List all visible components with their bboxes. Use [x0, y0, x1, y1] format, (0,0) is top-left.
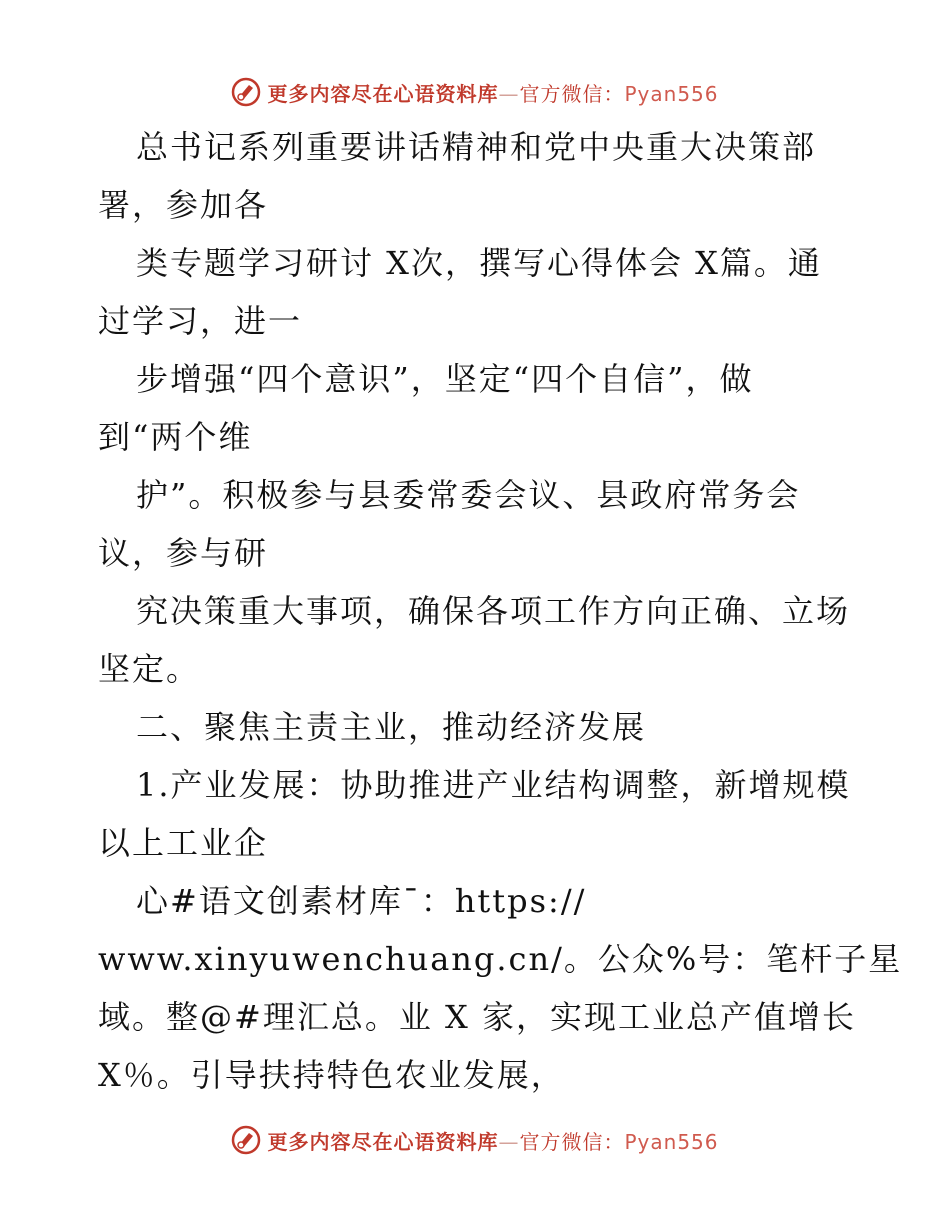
- header-banner: [0, 72, 950, 112]
- banner-main-text: 更多内容尽在心语资料库: [267, 1129, 499, 1154]
- text-line: 心#语文创素材库¯：https://: [136, 882, 587, 920]
- banner-handle: Pyan556: [624, 81, 719, 106]
- text-line: 过学习，进一: [98, 302, 303, 340]
- banner-main-text: 更多内容尽在心语资料库: [267, 81, 499, 106]
- text-line: 总书记系列重要讲话精神和党中央重大决策部: [136, 128, 817, 166]
- banner-dash: —: [498, 1129, 520, 1154]
- text-line: www.xinyuwenchuang.cn/。公众%号：笔杆子星: [98, 940, 903, 978]
- text-line: 护”。积极参与县委常委会议、县政府常务会: [136, 476, 801, 514]
- text-line: 到“两个维: [98, 418, 253, 456]
- banner-text: [267, 78, 718, 107]
- text-line: 步增强“四个意识”，坚定“四个自信”，做: [136, 360, 754, 398]
- banner-sub-text: 官方微信：: [519, 1129, 625, 1154]
- text-line: 1.产业发展：协助推进产业结构调整，新增规模: [136, 766, 851, 804]
- text-line: 署，参加各: [98, 186, 269, 224]
- logo-icon: [231, 77, 261, 107]
- banner-handle: Pyan556: [624, 1129, 719, 1154]
- text-line: 议，参与研: [98, 534, 269, 572]
- banner-text: [267, 1126, 718, 1155]
- text-line: 坚定。: [98, 650, 201, 688]
- text-line: 类专题学习研讨 X次，撰写心得体会 X篇。通: [136, 244, 822, 282]
- text-line: X％。引导扶持特色农业发展，: [98, 1056, 565, 1094]
- text-line: 域。整@#理汇总。业 X 家，实现工业总产值增长: [98, 998, 856, 1036]
- banner-sub-text: 官方微信：: [519, 81, 625, 106]
- text-line: 以上工业企: [98, 824, 269, 862]
- text-line: 究决策重大事项，确保各项工作方向正确、立场: [136, 592, 851, 630]
- logo-icon: [231, 1125, 261, 1155]
- banner-dash: —: [498, 81, 520, 106]
- footer-banner: [0, 1120, 950, 1160]
- section-heading: 二、聚焦主责主业，推动经济发展: [136, 708, 647, 746]
